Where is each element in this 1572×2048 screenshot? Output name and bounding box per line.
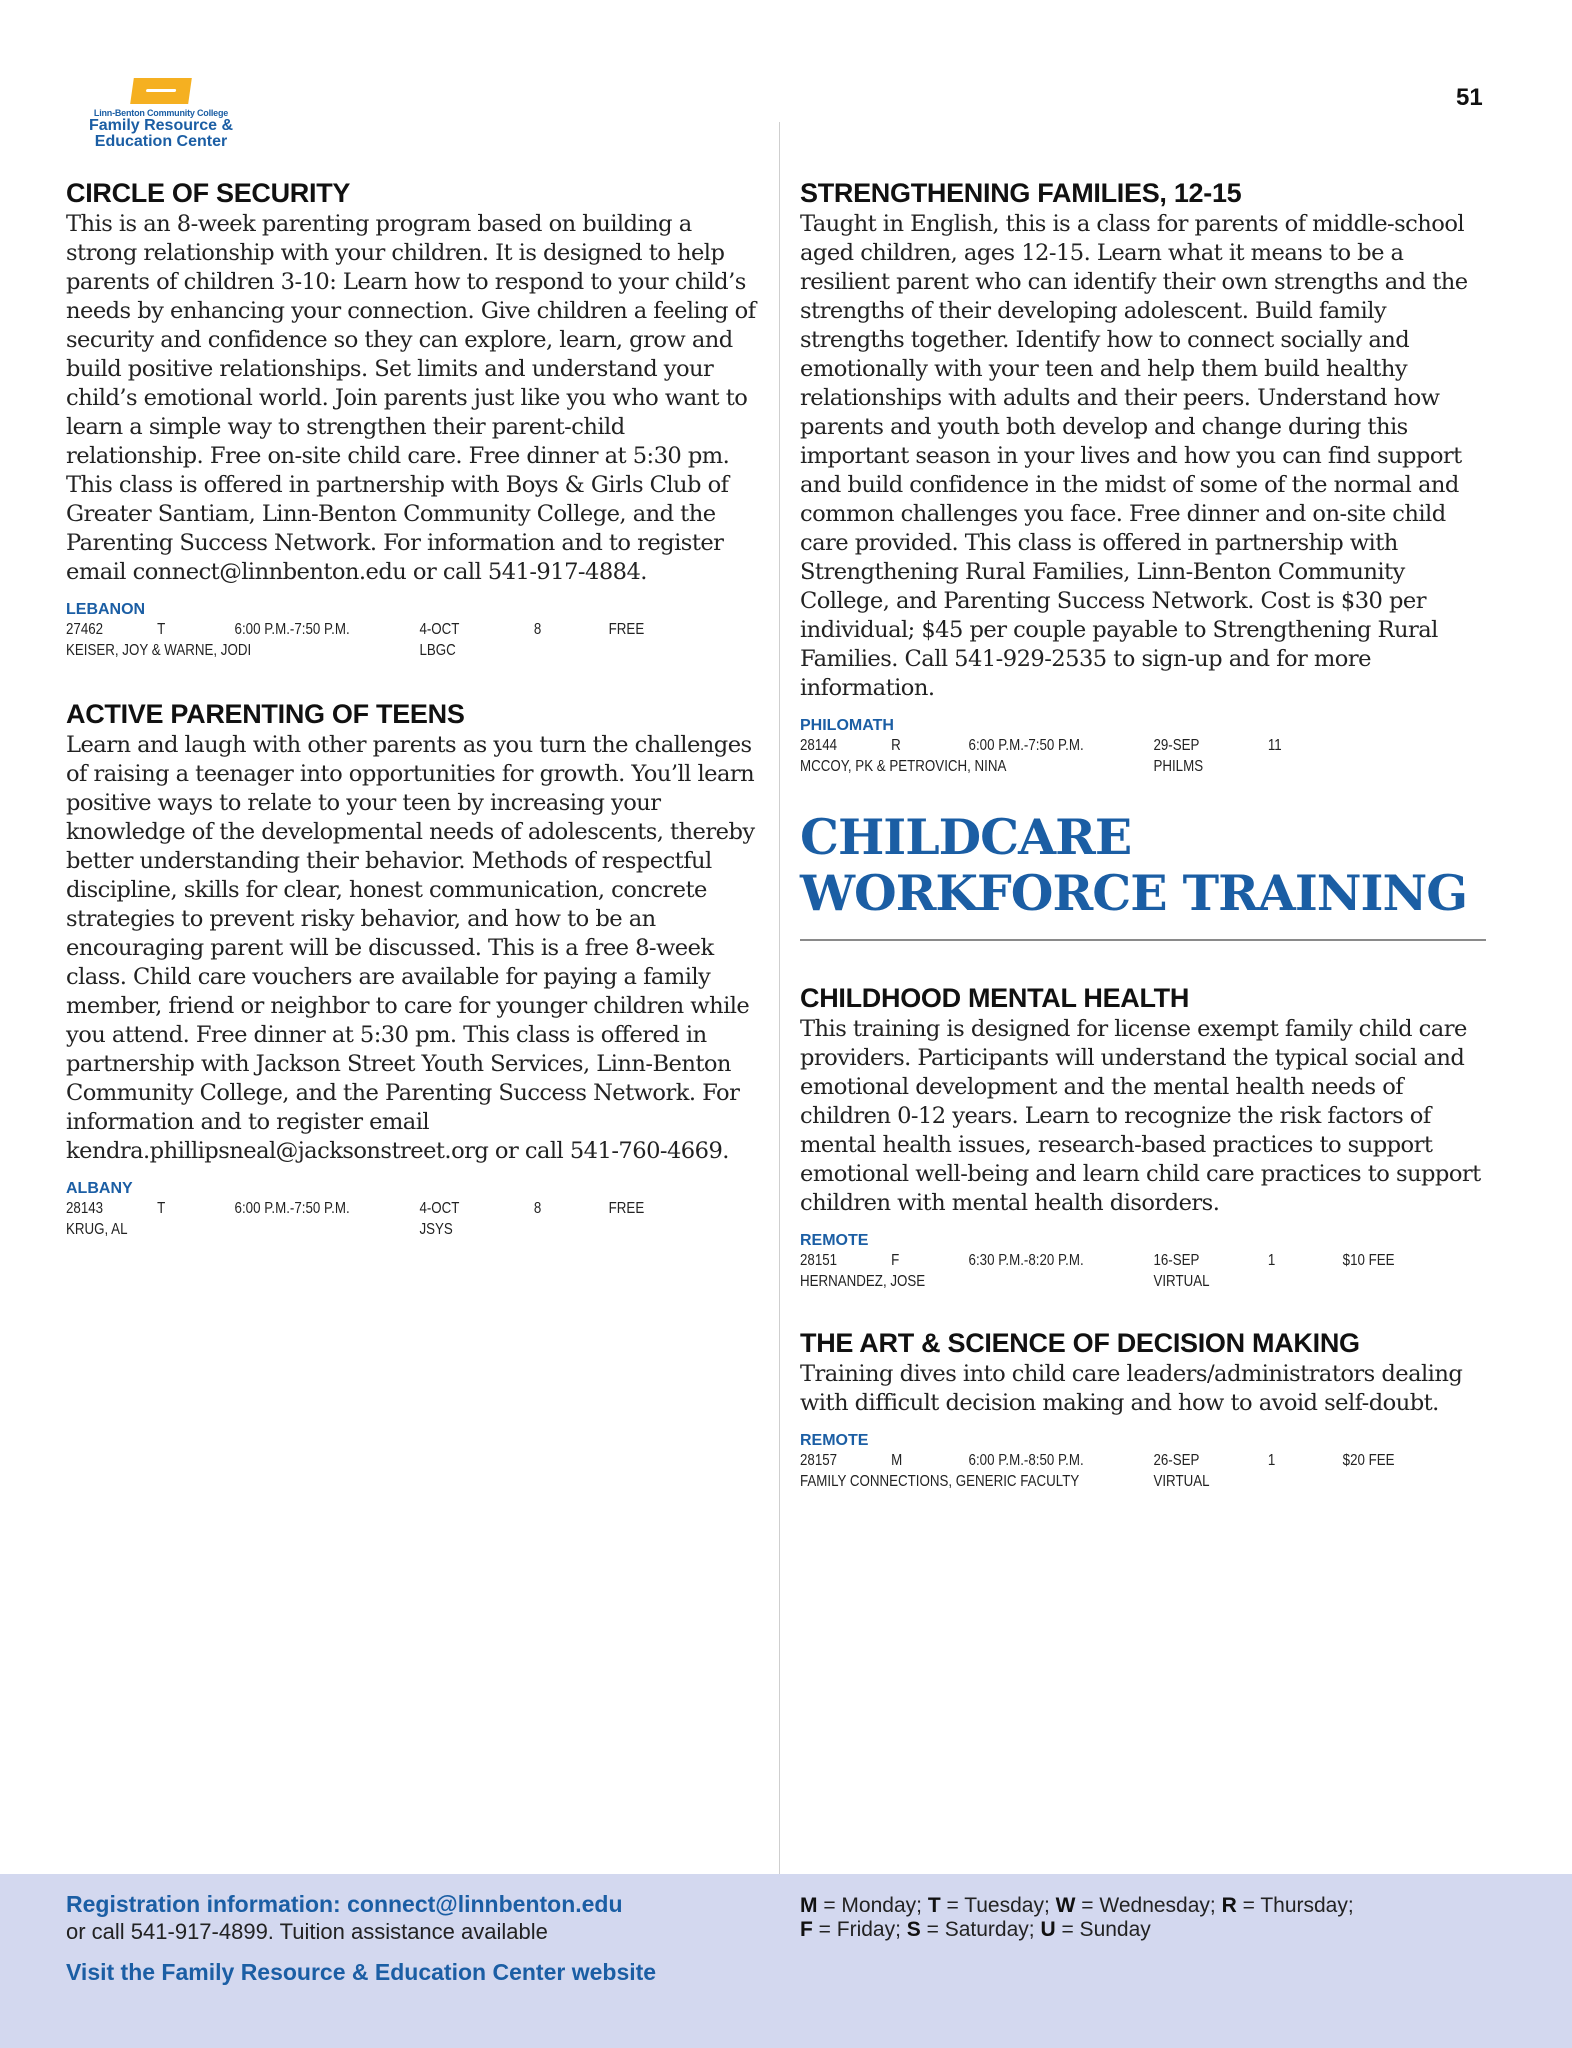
course-decision-making <box>800 1326 1490 1492</box>
instructor: KRUG, AL <box>66 1221 128 1238</box>
time: 6:30 P.M.-8:20 P.M. <box>968 1252 1084 1269</box>
course-description: This is an 8-week parenting program based on building a strong relationship with your children. It is designed to help parents of children 3-10: Learn how to respond to your child’s needs by enhancing your connection. Give children a feeling of security and confidence so they can explore, learn, grow and build positive relationships. Set limits and understand your child’s emotional world. Join parents just like you who want to learn a simple way to strengthen their parent-child relationship. Free on-site child care. Free dinner at 5:30 pm. This class is offered in partnership with Boys & Girls Club of Greater Santiam, Linn-Benton Community College, and the Parenting Success Network. For information and to register email connect@linnbenton.edu or call 541-917-4884. <box>66 211 756 585</box>
course-childhood-mental-health <box>800 981 1490 1292</box>
crn: 27462 <box>66 621 104 638</box>
day-label: = Friday; <box>812 1918 907 1941</box>
fee <box>1343 735 1446 756</box>
weeks: 8 <box>533 1200 542 1217</box>
day-key-line-2 <box>800 1918 1354 1942</box>
time: 6:00 P.M.-7:50 P.M. <box>234 621 350 638</box>
section-rule <box>800 939 1486 941</box>
day-code: U <box>1040 1918 1056 1941</box>
site: PHILMS <box>1153 758 1204 775</box>
crn: 28143 <box>66 1200 104 1217</box>
day-code: T <box>927 1894 941 1917</box>
course-location: PHILOMATH <box>800 717 894 734</box>
frec-logo <box>78 78 244 150</box>
visit-website-link[interactable]: Visit the Family Resource & Education Center website <box>66 1959 657 1985</box>
course-circle-of-security <box>66 176 756 661</box>
weeks: 1 <box>1267 1452 1276 1469</box>
weeks: 11 <box>1267 737 1282 754</box>
logo-college-name: Linn-Benton Community College <box>93 108 229 118</box>
fee: $20 FEE <box>1342 1452 1395 1469</box>
section-heading: CHILDCARE WORKFORCE TRAINING <box>800 808 1468 922</box>
crn: 28144 <box>800 737 838 754</box>
course-title: THE ART & SCIENCE OF DECISION MAKING <box>800 1328 1360 1358</box>
weeks: 1 <box>1267 1252 1276 1269</box>
registration-email-link[interactable]: Registration information: connect@linnbenton.edu <box>66 1891 623 1917</box>
day-label: = Saturday; <box>920 1918 1041 1941</box>
course-schedule <box>66 619 754 661</box>
start-date: 4-OCT <box>419 1200 460 1217</box>
course-schedule <box>800 1250 1488 1292</box>
course-description: This training is designed for license exempt family child care providers. Participants will understand the typical social and emotional development and the mental health needs of children 0-12 years. Learn to recognize the risk factors of mental health issues, research-based practices to support emotional well-being and learn child care practices to support children with mental health disorders. <box>800 1016 1481 1216</box>
course-location: ALBANY <box>66 1180 133 1197</box>
course-schedule <box>66 1198 754 1240</box>
crn: 28157 <box>800 1452 838 1469</box>
day: T <box>157 621 166 638</box>
start-date: 4-OCT <box>419 621 460 638</box>
instructor: HERNANDEZ, JOSE <box>800 1273 926 1290</box>
course-location: REMOTE <box>800 1232 869 1249</box>
time: 6:00 P.M.-8:50 P.M. <box>968 1452 1084 1469</box>
day-code: M <box>800 1894 818 1917</box>
course-schedule <box>800 735 1488 777</box>
start-date: 26-SEP <box>1153 1452 1200 1469</box>
footer-band <box>0 1874 1572 2048</box>
site: LBGC <box>419 642 456 659</box>
day-label: = Thursday; <box>1236 1894 1354 1917</box>
course-title: STRENGTHENING FAMILIES, 12-15 <box>800 178 1242 208</box>
course-title: ACTIVE PARENTING OF TEENS <box>66 699 465 729</box>
instructor: KEISER, JOY & WARNE, JODI <box>66 642 252 659</box>
course-strengthening-families <box>800 176 1490 777</box>
day: T <box>157 1200 166 1217</box>
weeks: 8 <box>533 621 542 638</box>
day: F <box>891 1252 900 1269</box>
right-column <box>800 176 1490 1520</box>
course-title: CHILDHOOD MENTAL HEALTH <box>800 983 1190 1013</box>
site: JSYS <box>419 1221 453 1238</box>
instructor: MCCOY, PK & PETROVICH, NINA <box>800 758 1007 775</box>
column-divider <box>779 122 780 1874</box>
day: R <box>891 737 901 754</box>
site: VIRTUAL <box>1153 1473 1210 1490</box>
fee: $10 FEE <box>1342 1252 1395 1269</box>
course-title: CIRCLE OF SECURITY <box>66 178 351 208</box>
day-label: = Wednesday; <box>1075 1894 1222 1917</box>
course-schedule <box>800 1450 1488 1492</box>
roadrunner-logo-icon <box>130 78 192 104</box>
day-label: = Sunday <box>1055 1918 1151 1941</box>
course-description: Learn and laugh with other parents as you turn the challenges of raising a teenager into opportunities for growth. You’ll learn positive ways to relate to your teen by increasing your knowledge of the developmental needs of adolescents, thereby better understanding their behavior. Methods of respectful discipline, skills for clear, honest communication, concrete strategies to prevent risky behavior, and how to be an encouraging parent will be discussed. This is a free 8-week class. Child care vouchers are available for paying a family member, friend or neighbor to care for younger children while you attend. Free dinner at 5:30 pm. This class is offered in partnership with Jackson Street Youth Services, Linn-Benton Community College, and the Parenting Success Network. For information and to register email kendra.phillipsneal@jacksonstreet.org or call 541-760-4669. <box>66 732 755 1164</box>
fee: FREE <box>608 1200 645 1217</box>
time: 6:00 P.M.-7:50 P.M. <box>234 1200 350 1217</box>
instructor: FAMILY CONNECTIONS, GENERIC FACULTY <box>800 1473 1080 1490</box>
day-label: = Monday; <box>817 1894 928 1917</box>
time: 6:00 P.M.-7:50 P.M. <box>968 737 1084 754</box>
day-key-line-1 <box>800 1894 1354 1918</box>
day-code: S <box>906 1918 921 1941</box>
day-code: F <box>800 1918 813 1941</box>
fee: FREE <box>608 621 645 638</box>
registration-phone: or call 541-917-4899. Tuition assistance available <box>66 1919 548 1944</box>
day-key <box>800 1894 1354 1942</box>
start-date: 16-SEP <box>1153 1252 1200 1269</box>
day-label: = Tuesday; <box>940 1894 1056 1917</box>
logo-center-name-1: Family Resource & <box>88 117 234 134</box>
left-column <box>66 176 756 1268</box>
day: M <box>891 1452 903 1469</box>
crn: 28151 <box>800 1252 838 1269</box>
course-description: Taught in English, this is a class for parents of middle-school aged children, ages 12-15. Learn what it means to be a resilient parent who can identify their own strengths and the strengths of their developing adolescent. Build family strengths together. Identify how to connect socially and emotionally with your teen and help them build healthy relationships with adults and their peers. Understand how parents and youth both develop and change during this important season in your lives and how you can find support and build confidence in the midst of some of the normal and common challenges you face. Free dinner and on-site child care provided. This class is offered in partnership with Strengthening Rural Families, Linn-Benton Community College, and Parenting Success Network. Cost is $30 per individual; $45 per couple payable to Strengthening Rural Families. Call 541-929-2535 to sign-up and for more information. <box>800 211 1468 701</box>
registration-info <box>66 1890 656 1986</box>
site: VIRTUAL <box>1153 1273 1210 1290</box>
course-location: REMOTE <box>800 1432 869 1449</box>
logo-center-name-2: Education Center <box>94 133 228 150</box>
day-code: W <box>1055 1894 1076 1917</box>
course-active-parenting-of-teens <box>66 697 756 1240</box>
day-code: R <box>1221 1894 1237 1917</box>
page-number: 51 <box>1456 84 1483 111</box>
start-date: 29-SEP <box>1153 737 1200 754</box>
course-description: Training dives into child care leaders/administrators dealing with difficult decision making and how to avoid self-doubt. <box>800 1361 1463 1416</box>
course-location: LEBANON <box>66 601 146 618</box>
